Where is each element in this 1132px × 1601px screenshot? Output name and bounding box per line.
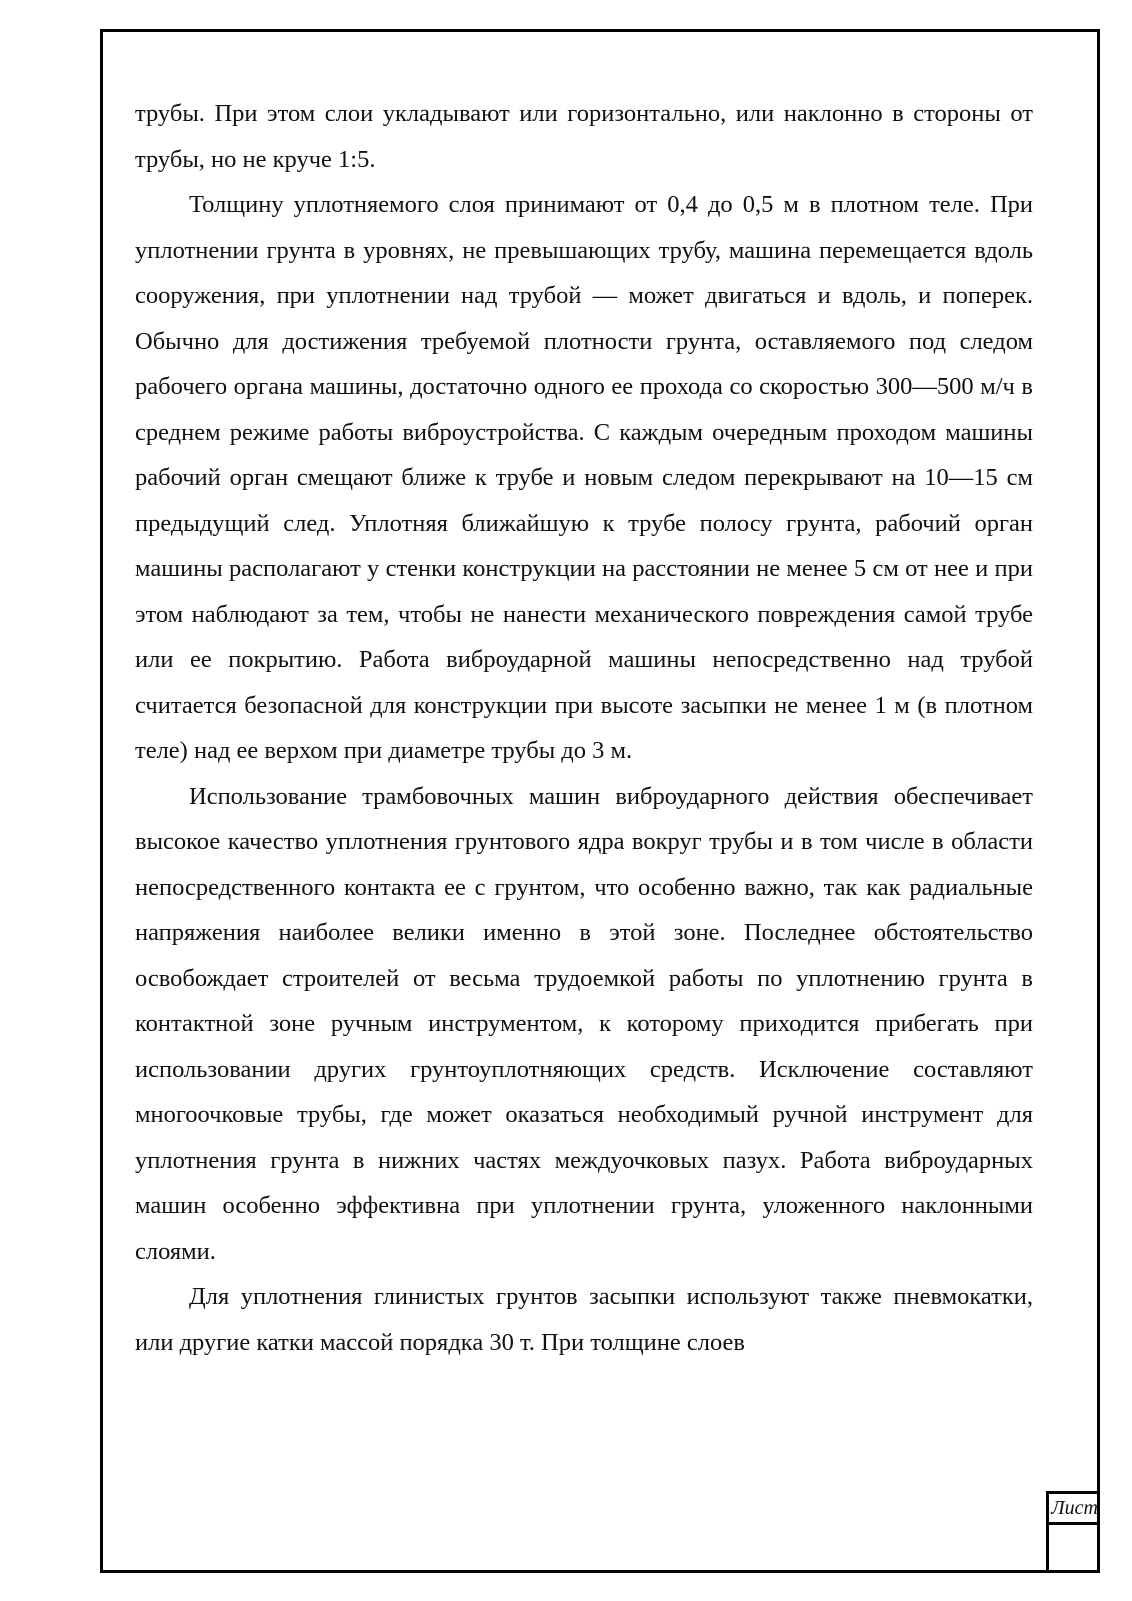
paragraph-continuation: трубы. При этом слои укладывают или горизонтально, или наклонно в стороны от трубы, но не круче 1:5. bbox=[135, 100, 1033, 173]
paragraph-vibro-machines: Использование трамбовочных машин виброударного действия обеспечивает высокое качество уплотнения грунтового ядра вокруг трубы и в том числе в области непосредственного контакта ее с грунтом, что особенно важно, так как радиальные напряжения наиболее велики именно в этой зоне. Последнее обстоятельство освобождает строителей от весьма трудоемкой работы по уплотнению грунта в контактной зоне ручным инструментом, к которому приходится прибегать при использовании других грунтоуплотняющих средств. Исключение составляют многоочковые трубы, где может оказаться необходимый ручной инструмент для уплотнения грунта в нижних частях междуочковых пазух. Работа виброударных машин особенно эффективна при уплотнении грунта, уложенного наклонными слоями. bbox=[135, 782, 1033, 1265]
paragraph-layer-thickness: Толщину уплотняемого слоя принимают от 0,4 до 0,5 м в плотном теле. При уплотнении грунта в уровнях, не превышающих трубу, машина перемещается вдоль сооружения, при уплотнении над трубой — может двигаться и вдоль, и поперек. Обычно для достижения требуемой плотности грунта, оставляемого под следом рабочего органа машины, достаточно одного ее прохода со скоростью 300—500 м/ч в среднем режиме работы виброустройства. С каждым очередным проходом машины рабочий орган смещают ближе к трубе и новым следом перекрывают на 10—15 см предыдущий след. Уплотняя ближайшую к трубе полосу грунта, рабочий орган машины располагают у стенки конструкции на расстоянии не менее 5 см от нее и при этом наблюдают за тем, чтобы не нанести механического повреждения самой трубе или ее покрытию. Работа виброударной машины непосредственно над трубой считается безопасной для конструкции при высоте засыпки не менее 1 м (в плотном теле) над ее верхом при диаметре трубы до 3 м. bbox=[135, 191, 1033, 764]
paragraph-clay-soils: Для уплотнения глинистых грунтов засыпки используют также пневмокатки, или другие катки массой порядка 30 т. При толщине слоев bbox=[135, 1283, 1033, 1356]
sheet-label: Лист bbox=[1049, 1494, 1100, 1525]
body-text bbox=[135, 91, 1033, 1365]
sheet-number-box bbox=[1046, 1491, 1100, 1573]
